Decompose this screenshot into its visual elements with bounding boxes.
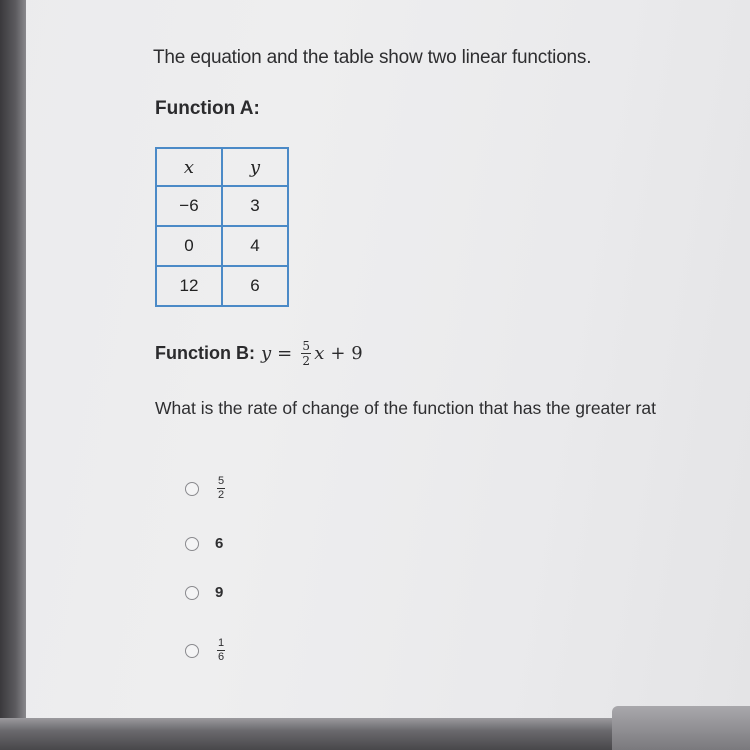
table-cell: 3 (222, 186, 288, 226)
function-a-table (155, 147, 289, 307)
function-a-label: Function A: (155, 98, 260, 119)
table-row (156, 266, 288, 306)
table-row (156, 226, 288, 266)
option-fraction (217, 638, 225, 663)
table-cell: 6 (222, 266, 288, 306)
monitor-bezel-left (0, 0, 26, 750)
option-denominator: 6 (217, 651, 225, 663)
math-constant: + 9 (330, 343, 363, 364)
option-numerator: 5 (217, 475, 225, 487)
math-coefficient (301, 340, 311, 367)
table-cell: 4 (222, 226, 288, 266)
answer-option-4[interactable] (185, 638, 225, 663)
table-header-row (156, 148, 288, 186)
option-label: 9 (215, 584, 224, 601)
option-label: 6 (215, 535, 224, 552)
radio-button[interactable] (185, 586, 199, 600)
answer-option-1[interactable] (185, 476, 225, 501)
math-equals: = (277, 343, 293, 364)
option-denominator: 2 (217, 489, 225, 501)
function-b-math (261, 340, 363, 367)
radio-button[interactable] (185, 537, 199, 551)
monitor-stand-corner (612, 706, 750, 750)
function-b-label: Function B: (155, 343, 255, 363)
table-row (156, 186, 288, 226)
answer-option-3[interactable] (185, 584, 223, 601)
function-b-equation (155, 340, 363, 367)
prompt-text: The equation and the table show two linear functions. (153, 47, 592, 68)
radio-button[interactable] (185, 644, 199, 658)
question-text: What is the rate of change of the function that has the greater rat (155, 398, 656, 418)
table-cell: 12 (156, 266, 222, 306)
option-numerator: 1 (217, 637, 225, 649)
table-header-x: x (156, 148, 222, 186)
coefficient-numerator: 5 (302, 339, 311, 353)
table-cell: 0 (156, 226, 222, 266)
option-fraction (217, 476, 225, 501)
math-x: x (314, 343, 325, 364)
math-y: y (260, 343, 272, 364)
answer-option-2[interactable] (185, 535, 223, 552)
coefficient-denominator: 2 (302, 354, 311, 368)
table-cell: −6 (156, 186, 222, 226)
table-header-y: y (222, 148, 288, 186)
radio-button[interactable] (185, 482, 199, 496)
